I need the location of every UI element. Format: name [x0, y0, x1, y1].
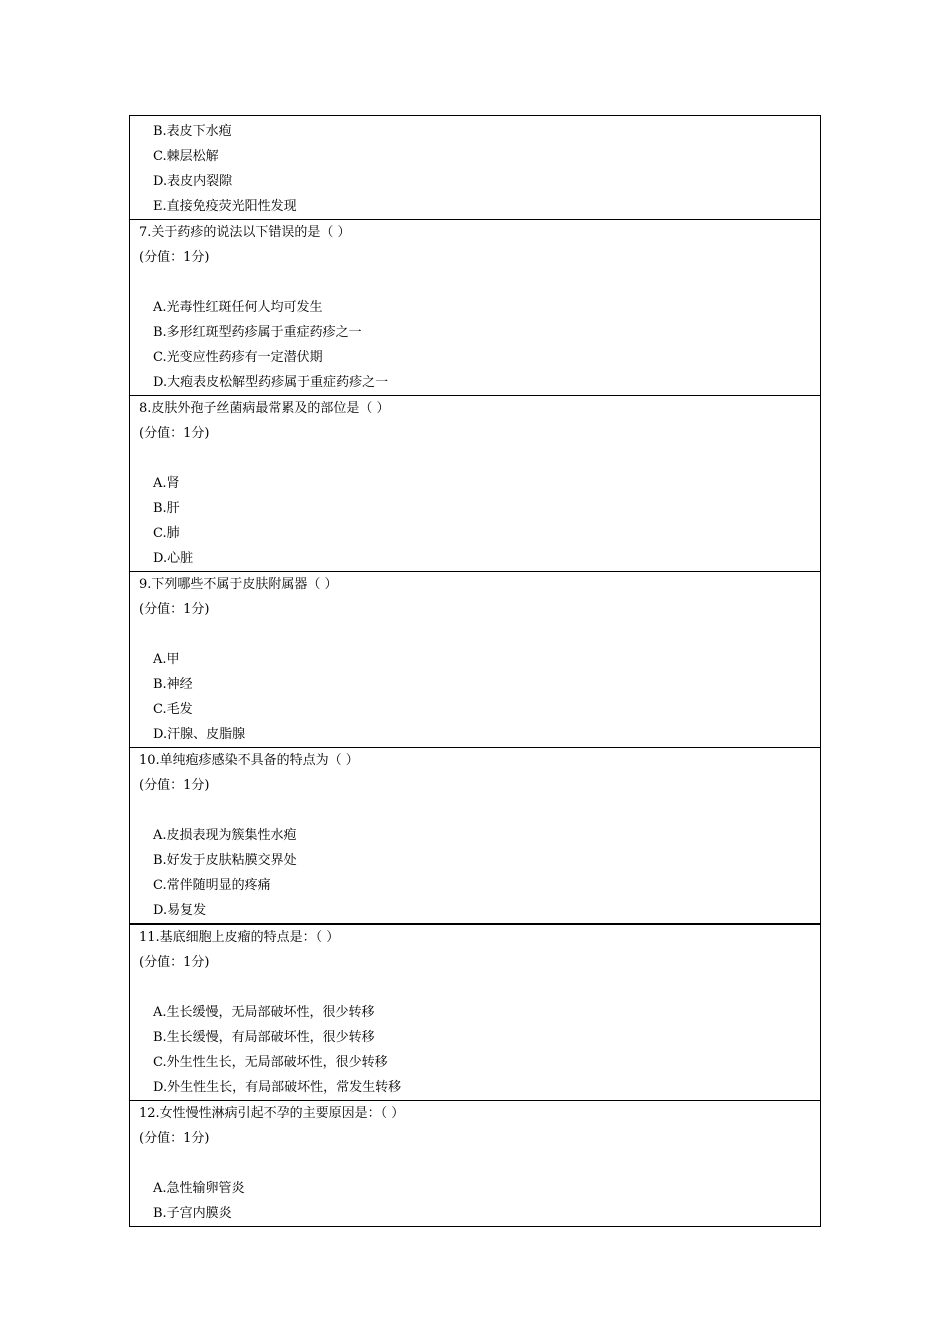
- option-line: B.多形红斑型药疹属于重症药疹之一: [153, 325, 362, 340]
- option-line: B.子宫内膜炎: [153, 1206, 232, 1221]
- option-line: E.直接免疫荧光阳性发现: [153, 199, 297, 214]
- option-line: D.大疱表皮松解型药疹属于重症药疹之一: [153, 375, 389, 390]
- question-score: (分值：1分): [139, 426, 210, 441]
- option-line: A.光毒性红斑任何人均可发生: [153, 300, 323, 315]
- question-text: 7.关于药疹的说法以下错误的是（ ）: [139, 225, 351, 240]
- spacer: [130, 798, 820, 823]
- option-line: B.生长缓慢，有局部破坏性，很少转移: [153, 1030, 375, 1045]
- option-line: A.甲: [153, 652, 180, 667]
- option-line: C.棘层松解: [153, 149, 219, 164]
- question-score: (分值：1分): [139, 1131, 210, 1146]
- question-text: 12.女性慢性淋病引起不孕的主要原因是：（ ）: [139, 1106, 405, 1121]
- spacer: [130, 622, 820, 647]
- question-block-8: [129, 396, 821, 572]
- option-line: C.光变应性药疹有一定潜伏期: [153, 350, 323, 365]
- question-block-11: [129, 925, 821, 1101]
- question-score: (分值：1分): [139, 955, 210, 970]
- spacer: [130, 975, 820, 1000]
- question-sheet: [129, 115, 821, 1227]
- question-block-10: [129, 748, 821, 925]
- option-line: C.外生性生长，无局部破坏性，很少转移: [153, 1055, 388, 1070]
- spacer: [130, 446, 820, 471]
- question-text: 10.单纯疱疹感染不具备的特点为（ ）: [139, 753, 359, 768]
- option-line: B.肝: [153, 501, 180, 516]
- question-block-6-tail: [129, 115, 821, 220]
- question-text: 9.下列哪些不属于皮肤附属器（ ）: [139, 577, 338, 592]
- question-block-9: [129, 572, 821, 748]
- option-line: B.表皮下水疱: [153, 124, 232, 139]
- option-line: C.常伴随明显的疼痛: [153, 878, 271, 893]
- question-text: 8.皮肤外孢子丝菌病最常累及的部位是（ ）: [139, 401, 390, 416]
- option-line: A.肾: [153, 476, 180, 491]
- question-text: 11.基底细胞上皮瘤的特点是：（ ）: [139, 930, 340, 945]
- option-line: C.肺: [153, 526, 180, 541]
- option-line: D.汗腺、皮脂腺: [153, 727, 246, 742]
- option-line: A.急性输卵管炎: [153, 1181, 245, 1196]
- option-line: A.皮损表现为簇集性水疱: [153, 828, 297, 843]
- question-block-7: [129, 220, 821, 396]
- option-line: D.表皮内裂隙: [153, 174, 233, 189]
- option-line: D.易复发: [153, 903, 207, 918]
- option-line: C.毛发: [153, 702, 193, 717]
- question-score: (分值：1分): [139, 250, 210, 265]
- spacer: [130, 1151, 820, 1176]
- option-line: A.生长缓慢，无局部破坏性，很少转移: [153, 1005, 375, 1020]
- question-score: (分值：1分): [139, 778, 210, 793]
- option-line: D.心脏: [153, 551, 194, 566]
- option-line: B.好发于皮肤粘膜交界处: [153, 853, 297, 868]
- spacer: [130, 270, 820, 295]
- question-block-12: [129, 1101, 821, 1227]
- question-score: (分值：1分): [139, 602, 210, 617]
- option-line: D.外生性生长，有局部破坏性，常发生转移: [153, 1080, 402, 1095]
- option-line: B.神经: [153, 677, 193, 692]
